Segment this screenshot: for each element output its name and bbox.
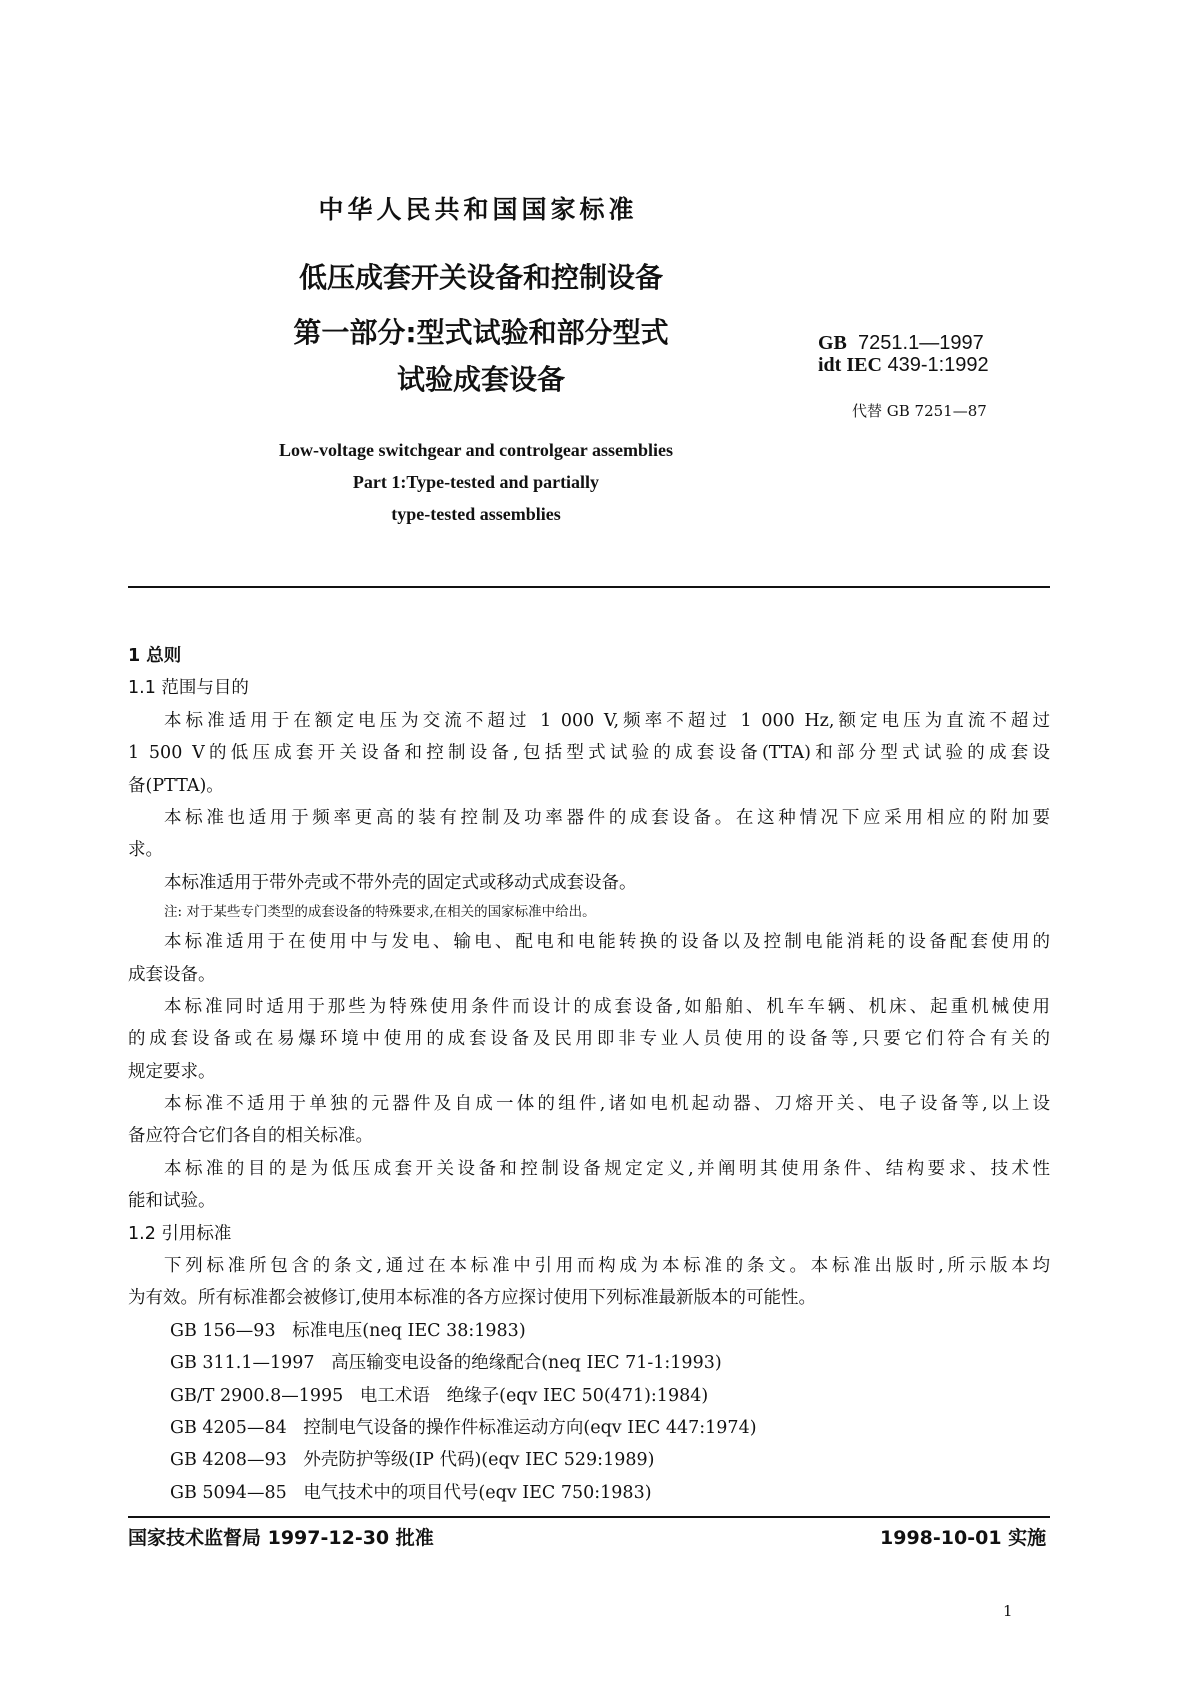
title-en-line-2: Part 1:Type-tested and partially bbox=[352, 472, 600, 492]
section-1-2-heading: 1.2 引用标准 bbox=[128, 1223, 232, 1244]
paragraph-line: 规定要求。 bbox=[128, 1061, 216, 1082]
idt-number bbox=[818, 354, 989, 377]
paragraph-line: 求。 bbox=[128, 840, 163, 861]
paragraph-line: 本标准不适用于单独的元器件及自成一体的组件,诸如电机起动器、刀熔开关、电子设备等,以上设 bbox=[164, 1094, 1050, 1115]
standard-number bbox=[818, 332, 984, 355]
paragraph-line: 本标准适用于在额定电压为交流不超过 1 000 V,频率不超过 1 000 Hz,额定电压为直流不超过 bbox=[164, 710, 1050, 731]
title-cn-line-3: 试验成套设备 bbox=[396, 363, 565, 396]
paragraph-line: 本标准的目的是为低压成套开关设备和控制设备规定定义,并阐明其使用条件、结构要求、技术性 bbox=[164, 1158, 1050, 1179]
page-number: 1 bbox=[1003, 1602, 1013, 1620]
title-cn-line-1: 低压成套开关设备和控制设备 bbox=[298, 261, 663, 294]
reference-item: GB 4205—84 控制电气设备的操作件标准运动方向(eqv IEC 447:1974) bbox=[170, 1417, 757, 1438]
paragraph-line: 本标准适用于带外壳或不带外壳的固定式或移动式成套设备。 bbox=[164, 872, 637, 893]
paragraph-line: 的成套设备或在易爆环境中使用的成套设备及民用即非专业人员使用的设备等,只要它们符合有关的 bbox=[128, 1029, 1050, 1050]
std-prefix: GB bbox=[818, 332, 847, 354]
paragraph-line: 1 500 V的低压成套开关设备和控制设备,包括型式试验的成套设备(TTA)和部分型式试验的成套设 bbox=[128, 743, 1050, 764]
footer-divider bbox=[128, 1516, 1050, 1518]
paragraph-line: 为有效。所有标准都会被修订,使用本标准的各方应探讨使用下列标准最新版本的可能性。 bbox=[128, 1288, 817, 1309]
reference-item: GB 5094—85 电气技术中的项目代号(eqv IEC 750:1983) bbox=[170, 1482, 652, 1503]
idt-prefix: idt IEC bbox=[818, 354, 882, 376]
section-1-heading: 1 总则 bbox=[128, 646, 182, 666]
paragraph-line: 备应符合它们各自的相关标准。 bbox=[128, 1126, 373, 1147]
paragraph-line: 本标准也适用于频率更高的装有控制及功率器件的成套设备。在这种情况下应采用相应的附加要 bbox=[164, 807, 1050, 828]
header-divider bbox=[128, 586, 1050, 588]
effective-date: 1998-10-01 实施 bbox=[880, 1527, 1047, 1549]
paragraph-line: 本标准适用于在使用中与发电、输电、配电和电能转换的设备以及控制电能消耗的设备配套使用的 bbox=[164, 932, 1050, 953]
national-standard-heading: 中华人民共和国国家标准 bbox=[318, 195, 638, 224]
title-en-line-3: type-tested assemblies bbox=[391, 504, 561, 524]
paragraph-line: 备(PTTA)。 bbox=[128, 775, 224, 796]
title-cn-line-2: 第一部分:型式试验和部分型式 bbox=[293, 316, 669, 349]
approval-date: 国家技术监督局 1997-12-30 批准 bbox=[128, 1527, 434, 1549]
section-1-1-heading: 1.1 范围与目的 bbox=[128, 678, 249, 699]
title-en-line-1: Low-voltage switchgear and controlgear assemblies bbox=[279, 440, 673, 460]
reference-item: GB 4208—93 外壳防护等级(IP 代码)(eqv IEC 529:1989) bbox=[170, 1450, 655, 1471]
paragraph-line: 下列标准所包含的条文,通过在本标准中引用而构成为本标准的条文。本标准出版时,所示版本均 bbox=[164, 1256, 1050, 1277]
idt-number-value: 439-1:1992 bbox=[887, 354, 989, 376]
note: 注: 对于某些专门类型的成套设备的特殊要求,在相关的国家标准中给出。 bbox=[164, 904, 596, 921]
paragraph-line: 能和试验。 bbox=[128, 1191, 216, 1212]
reference-item: GB 311.1—1997 高压输变电设备的绝缘配合(neq IEC 71-1:1993) bbox=[170, 1353, 722, 1374]
document-body bbox=[128, 640, 1050, 1509]
replaces-standard: 代替 GB 7251—87 bbox=[852, 402, 987, 420]
paragraph-line: 本标准同时适用于那些为特殊使用条件而设计的成套设备,如船舶、机车车辆、机床、起重机械使用 bbox=[164, 996, 1050, 1017]
std-number-value: 7251.1—1997 bbox=[858, 332, 984, 354]
reference-item: GB/T 2900.8—1995 电工术语 绝缘子(eqv IEC 50(471):1984) bbox=[170, 1385, 709, 1406]
reference-item: GB 156—93 标准电压(neq IEC 38:1983) bbox=[170, 1320, 526, 1341]
paragraph-line: 成套设备。 bbox=[128, 964, 216, 985]
